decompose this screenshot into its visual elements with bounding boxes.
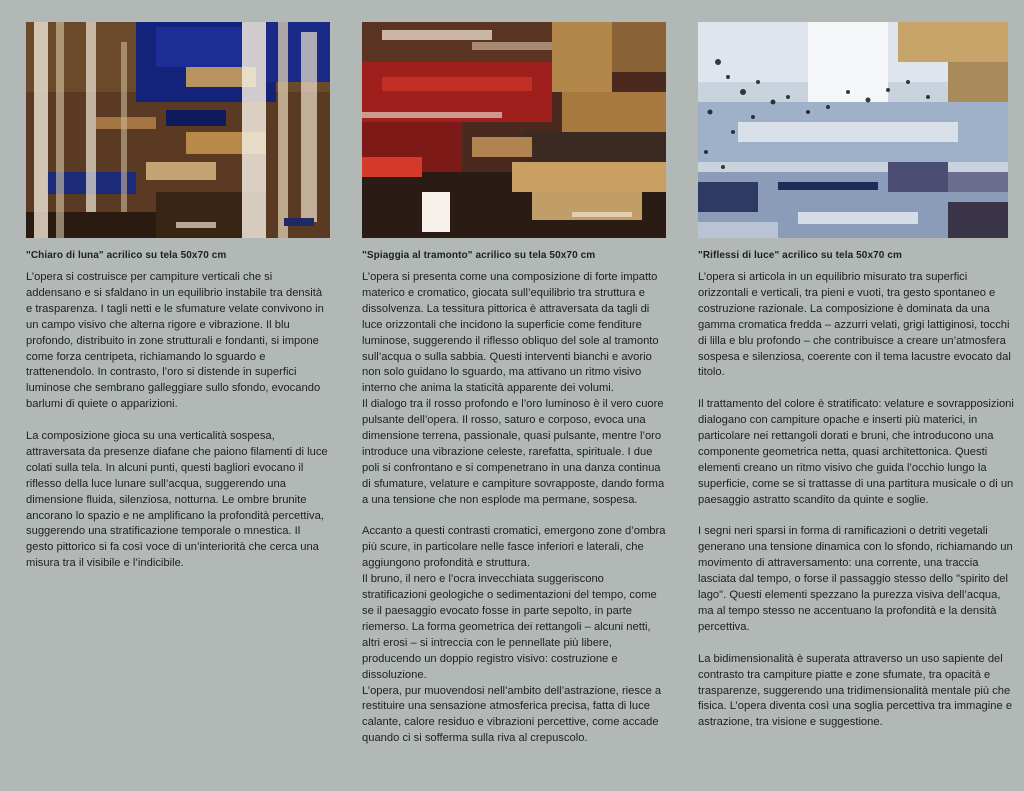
painting-chiaro-di-luna bbox=[26, 22, 330, 238]
description-paragraph: I segni neri sparsi in forma di ramificazioni o detriti vegetali generano una tensione dinamica con lo sfondo, richiamando un movimento di attraversamento: una corrente, una traccia lasciata dal tempo, o forse il passaggio stesso dello "spirito del lago". Questi elementi spezzano la purezza visiva dell’acqua, ma al tempo stesso ne accentuano la profondità e la densità percettiva. bbox=[698, 525, 1013, 633]
description-paragraph: La composizione gioca su una verticalità sospesa, attraversata da presenze diafane che paiono filamenti di luce colati sulla tela. In alcuni punti, questi bagliori evocano il riflesso della luce lunare sull’acqua, suggerendo una dimensione fluida, silenziosa, notturna. Le ombre brunite ancorano lo spazio e ne amplificano la profondità percettiva, suggerendo una stratificazione temporale o mnestica. Il gesto pittorico si fa così voce di un’interiorità che cerca una misura tra il visibile e l’indicibile. bbox=[26, 430, 328, 570]
artwork-description bbox=[362, 270, 666, 747]
artwork-column-2 bbox=[362, 22, 666, 747]
description-paragraph: La bidimensionalità è superata attraverso un uso sapiente del contrasto tra campiture piatte e zone sfumate, tra opacità e trasparenze, suggerendo una tridimensionalità mentale più che fisica. L’opera diventa così una soglia percettiva tra immagine e astrazione, tra visione e suggestione. bbox=[698, 652, 1013, 729]
artwork-column-1 bbox=[26, 22, 330, 572]
description-paragraph: L’opera, pur muovendosi nell’ambito dell’astrazione, riesce a restituire una sensazione atmosferica precisa, fatta di luce calante, calore residuo e vibrazioni percettive, come accade quando ci si sofferma sulla riva al crepuscolo. bbox=[362, 684, 662, 745]
artwork-column-3 bbox=[698, 22, 1014, 731]
artwork-caption: "Chiaro di luna" acrilico su tela 50x70 cm bbox=[26, 250, 227, 261]
artwork-description bbox=[26, 270, 330, 572]
painting-spiaggia-al-tramonto bbox=[362, 22, 666, 238]
description-paragraph: L’opera si costruisce per campiture verticali che si addensano e si sfaldano in un equilibrio instabile tra densità e trasparenza. I tagli netti e le sfumature velate convivono in un campo visivo che alterna rigore e vibrazione. Il blu profondo, distribuito in zone strutturali e fondanti, si impone come forza centripeta, richiamando lo sguardo e trattenendolo. In contrasto, l’oro si distende in superfici luminose che sembrano galleggiare sullo sfondo, evocando barlumi di quiete o apparizioni. bbox=[26, 271, 324, 411]
description-paragraph: Accanto a questi contrasti cromatici, emergono zone d’ombra più scure, in particolare nelle fasce inferiori e laterali, che aggiungono profondità e struttura. bbox=[362, 525, 666, 570]
description-paragraph: L’opera si presenta come una composizione di forte impatto materico e cromatico, giocata sull’equilibrio tra struttura e dissolvenza. La tessitura pittorica è attraversata da tagli di luce orizzontali che incidono la superficie come fenditure luminose, suggerendo il riflesso obliquo del sole al tramonto sull’acqua o sulla sabbia. Questi interventi bianchi e avorio non solo guidano lo sguardo, ma attivano un ritmo visivo interno che anima la staticità apparente dei volumi. bbox=[362, 271, 659, 395]
artwork-description bbox=[698, 270, 1014, 731]
description-paragraph: L’opera si articola in un equilibrio misurato tra superfici orizzontali e verticali, tra pieni e vuoti, tra gesto spontaneo e costruzione razionale. La composizione è dominata da una gamma cromatica fredda – azzurri velati, grigi lattiginosi, tocchi di lilla e blu profondo – che contribuisce a creare un’atmosfera sospesa e silenziosa, coerente con il tema lacustre evocato dal titolo. bbox=[698, 271, 1011, 379]
description-paragraph: Il dialogo tra il rosso profondo e l’oro luminoso è il vero cuore pulsante dell’opera. Il rosso, saturo e corposo, evoca una dimensione terrena, passionale, quasi pulsante, mentre l’oro introduce una vibrazione celeste, rarefatta, spirituale. I due poli si confrontano e si compenetrano in una danza continua di sfumature, velature e campiture sovrapposte, dando forma a una tensione che non esplode ma permane, sospesa. bbox=[362, 398, 665, 506]
painting-riflessi-di-luce bbox=[698, 22, 1008, 238]
artwork-caption: "Spiaggia al tramonto" acrilico su tela 50x70 cm bbox=[362, 250, 596, 261]
artwork-caption: "Riflessi di luce" acrilico su tela 50x70 cm bbox=[698, 250, 902, 261]
description-paragraph: Il trattamento del colore è stratificato: velature e sovrapposizioni dialogano con campiture opache e inserti più materici, in particolare nei rettangoli dorati e bruni, che introducono una componente geometrica netta, quasi architettonica. Questi elementi creano un ritmo visivo che guida l’occhio lungo la superficie, come se si trattasse di una partitura musicale o di un paesaggio astratto scandito da quinte e soglie. bbox=[698, 398, 1014, 506]
description-paragraph: Il bruno, il nero e l’ocra invecchiata suggeriscono stratificazioni geologiche o sedimentazioni del tempo, come se il paesaggio evocato fosse in parte sepolto, in parte riemerso. La forma geometrica dei rettangoli – alcuni netti, altri erosi – si intreccia con le pennellate più libere, producendo un doppio registro visivo: costruzione e dissoluzione. bbox=[362, 573, 657, 681]
